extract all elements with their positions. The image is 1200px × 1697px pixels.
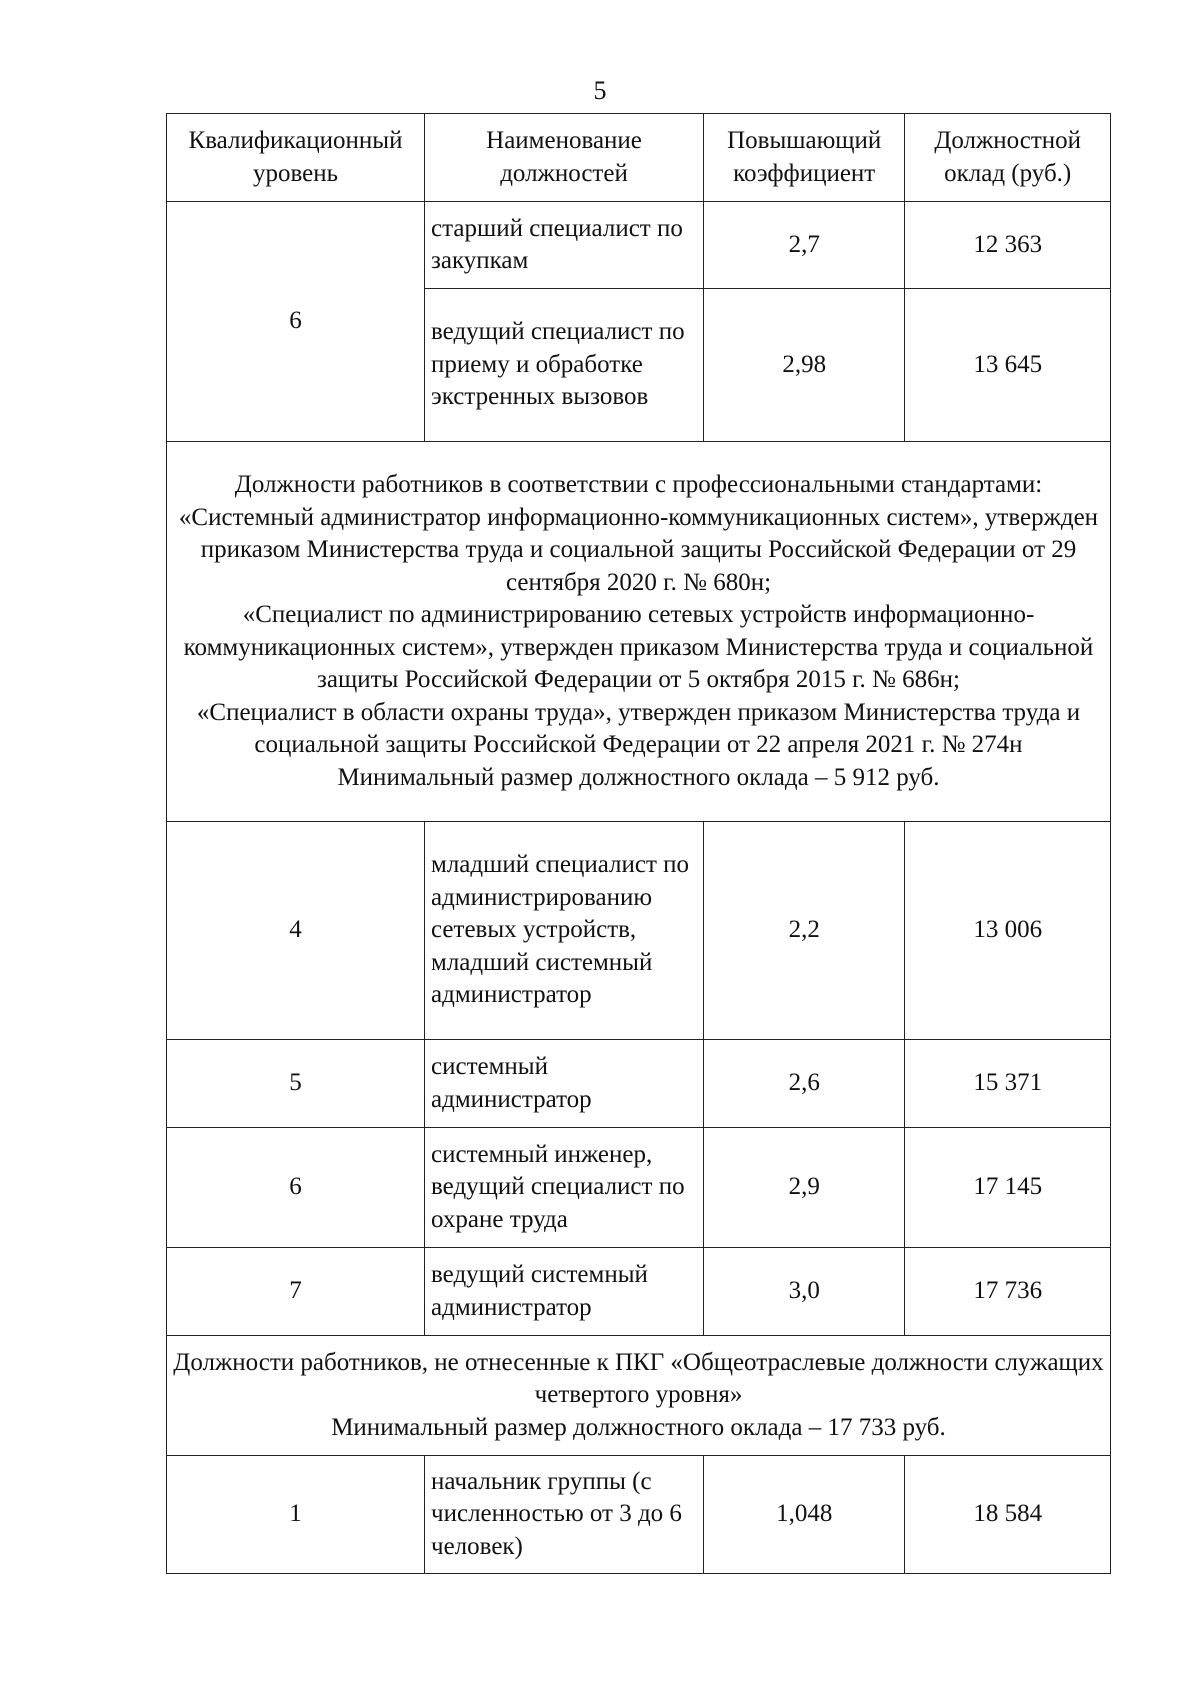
table-row: [167, 1456, 1111, 1574]
section-header-row: [167, 442, 1111, 822]
salary-cell: 17 736: [905, 1248, 1111, 1336]
level-cell: 5: [167, 1040, 425, 1128]
coefficient-cell: 2,2: [704, 822, 905, 1040]
section-line: «Системный администратор информационно-коммуникационных систем», утвержден приказом Министерства труда и социальной защиты Российской Федерации от 29 сентября 2020 г. № 680н;: [178, 503, 1099, 596]
position-cell: старший специалист по закупкам: [425, 202, 704, 289]
header-level: Квалификационный уровень: [167, 114, 425, 202]
section-line: «Специалист по администрированию сетевых устройств информационно-коммуникационных систем», утвержден приказом Министерства труда и социальной защиты Российской Федерации от 5 октября 2015 г. № 686н;: [183, 601, 1094, 693]
coefficient-cell: 2,7: [704, 202, 905, 289]
salary-cell: 12 363: [905, 202, 1111, 289]
coefficient-cell: 2,6: [704, 1040, 905, 1128]
coefficient-cell: 3,0: [704, 1248, 905, 1336]
table-row: [167, 1128, 1111, 1248]
table-row: [167, 1040, 1111, 1128]
level-cell: 4: [167, 822, 425, 1040]
header-row: [167, 114, 1111, 202]
position-cell: младший специалист по администрированию сетевых устройств, младший системный администратор: [425, 822, 704, 1040]
table-row: [167, 1248, 1111, 1336]
salary-cell: 13 006: [905, 822, 1111, 1040]
salary-cell: 15 371: [905, 1040, 1111, 1128]
table-row: [167, 822, 1111, 1040]
position-cell: системный администратор: [425, 1040, 704, 1128]
section-line: «Специалист в области охраны труда», утвержден приказом Министерства труда и социальной защиты Российской Федерации от 22 апреля 2021 г. № 274н: [196, 698, 1081, 758]
section-header-cell: [167, 1336, 1111, 1456]
section-header-row: [167, 1336, 1111, 1456]
section-line: Должности работников в соответствии с профессиональными стандартами:: [234, 471, 1043, 498]
section-line: Должности работников, не отнесенные к ПКГ «Общеотраслевые должности служащих четвертого уровня»: [173, 1348, 1104, 1409]
header-salary: Должностной оклад (руб.): [905, 114, 1111, 202]
coefficient-cell: 1,048: [704, 1456, 905, 1574]
table-row: [167, 202, 1111, 289]
salary-cell: 13 645: [905, 289, 1111, 442]
page-number: 5: [593, 76, 607, 105]
coefficient-cell: 2,9: [704, 1128, 905, 1248]
section-header-cell: [167, 442, 1111, 822]
salary-cell: 18 584: [905, 1456, 1111, 1574]
position-cell: начальник группы (с численностью от 3 до 6 человек): [425, 1456, 704, 1574]
section-line: Минимальный размер должностного оклада – 17 733 руб.: [331, 1413, 946, 1441]
level-cell: 6: [167, 202, 425, 442]
header-coefficient: Повышающий коэффициент: [704, 114, 905, 202]
section-line: Минимальный размер должностного оклада – 5 912 руб.: [337, 763, 940, 791]
position-cell: системный инженер, ведущий специалист по охране труда: [425, 1128, 704, 1248]
salary-table: [166, 113, 1111, 1574]
level-cell: 7: [167, 1248, 425, 1336]
salary-cell: 17 145: [905, 1128, 1111, 1248]
header-position: Наименование должностей: [425, 114, 704, 202]
position-cell: ведущий специалист по приему и обработке экстренных вызовов: [425, 289, 704, 442]
position-cell: ведущий системный администратор: [425, 1248, 704, 1336]
level-cell: 1: [167, 1456, 425, 1574]
coefficient-cell: 2,98: [704, 289, 905, 442]
level-cell: 6: [167, 1128, 425, 1248]
